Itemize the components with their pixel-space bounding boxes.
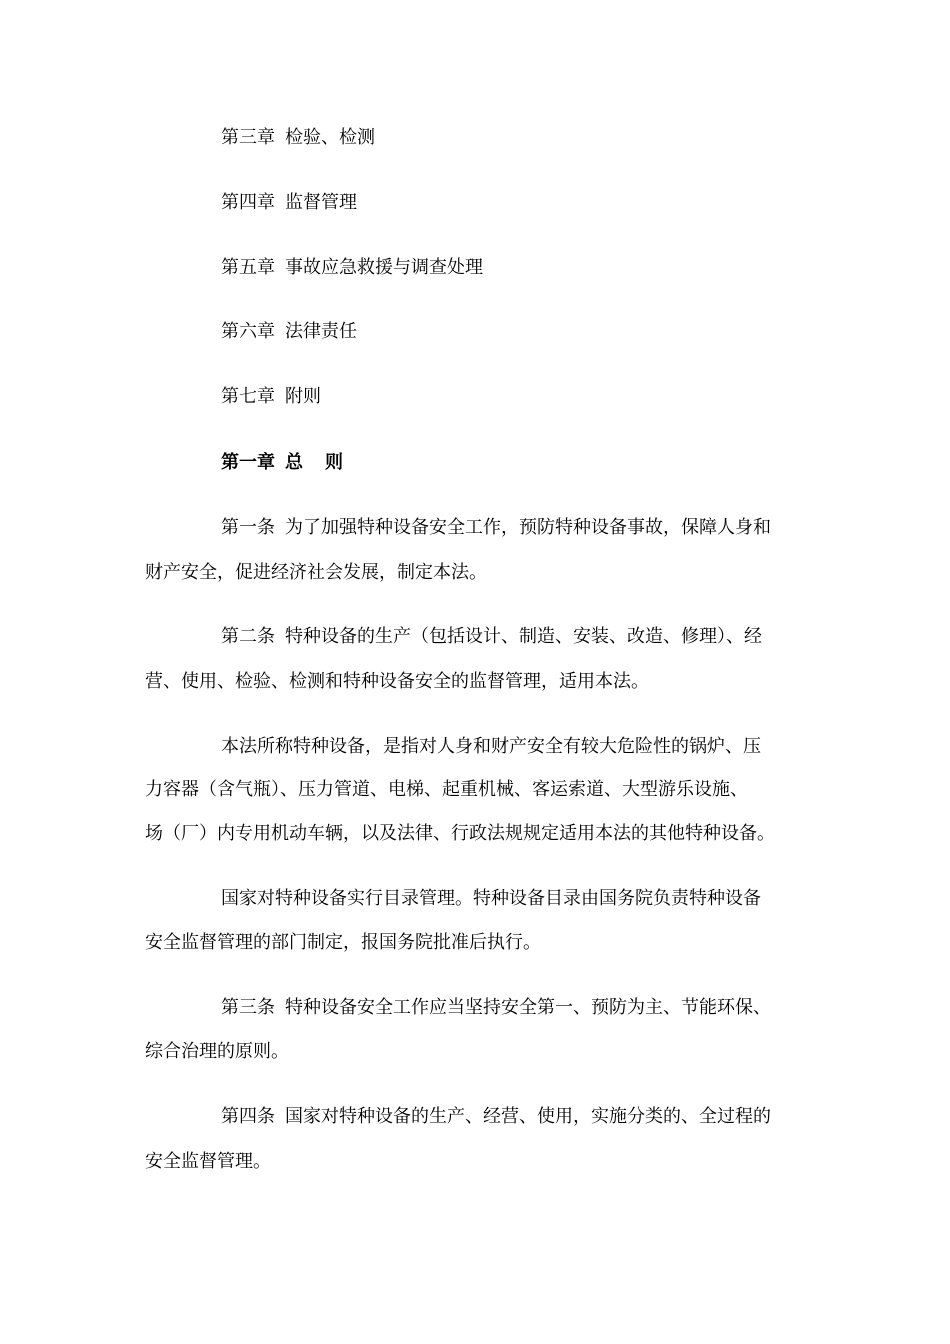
toc-chapter-title: 检验、检测 bbox=[285, 127, 375, 148]
article-4-line-2: 安全监督管理。 bbox=[145, 1151, 271, 1172]
toc-chapter-label: 第七章 bbox=[221, 386, 275, 407]
article-3-line-2: 综合治理的原则。 bbox=[145, 1041, 289, 1062]
toc-chapter-title: 附则 bbox=[285, 386, 321, 407]
article-label: 第一条 bbox=[221, 517, 275, 538]
catalog-paragraph-line-1: 国家对特种设备实行目录管理。特种设备目录由国务院负责特种设备 bbox=[221, 888, 761, 909]
chapter-title-part1: 总 bbox=[285, 452, 303, 473]
toc-chapter-title: 法律责任 bbox=[285, 321, 357, 342]
toc-chapter-label: 第四章 bbox=[221, 192, 275, 213]
article-text: 特种设备安全工作应当坚持安全第一、预防为主、节能环保、 bbox=[285, 997, 771, 1018]
toc-entry-chapter-4 bbox=[221, 191, 357, 215]
definition-paragraph-line-2: 力容器（含气瓶）、压力管道、电梯、起重机械、客运索道、大型游乐设施、 bbox=[145, 779, 748, 800]
toc-chapter-title: 监督管理 bbox=[285, 192, 357, 213]
toc-chapter-title: 事故应急救援与调查处理 bbox=[285, 257, 483, 278]
article-label: 第四条 bbox=[221, 1106, 275, 1127]
article-2-line-1 bbox=[221, 625, 762, 649]
toc-chapter-label: 第六章 bbox=[221, 321, 275, 342]
article-label: 第二条 bbox=[221, 626, 275, 647]
chapter-heading bbox=[221, 451, 343, 475]
article-4-line-1 bbox=[221, 1105, 771, 1129]
toc-entry-chapter-6 bbox=[221, 320, 357, 344]
toc-entry-chapter-7 bbox=[221, 385, 321, 409]
article-1-line-2: 财产安全，促进经济社会发展，制定本法。 bbox=[145, 562, 487, 583]
toc-chapter-label: 第三章 bbox=[221, 127, 275, 148]
article-text: 特种设备的生产（包括设计、制造、安装、改造、修理）、经 bbox=[285, 626, 762, 647]
article-2-line-2: 营、使用、检验、检测和特种设备安全的监督管理，适用本法。 bbox=[145, 671, 649, 692]
article-label: 第三条 bbox=[221, 997, 275, 1018]
article-1-line-1 bbox=[221, 516, 771, 540]
toc-entry-chapter-3 bbox=[221, 126, 375, 150]
toc-chapter-label: 第五章 bbox=[221, 257, 275, 278]
article-text: 为了加强特种设备安全工作，预防特种设备事故，保障人身和 bbox=[285, 517, 771, 538]
chapter-title-part2: 则 bbox=[325, 452, 343, 473]
chapter-label: 第一章 bbox=[221, 452, 275, 473]
article-text: 国家对特种设备的生产、经营、使用，实施分类的、全过程的 bbox=[285, 1106, 771, 1127]
article-3-line-1 bbox=[221, 996, 771, 1020]
toc-entry-chapter-5 bbox=[221, 256, 483, 280]
catalog-paragraph-line-2: 安全监督管理的部门制定，报国务院批准后执行。 bbox=[145, 932, 541, 953]
definition-paragraph-line-3: 场（厂）内专用机动车辆，以及法律、行政法规规定适用本法的其他特种设备。 bbox=[145, 823, 775, 844]
definition-paragraph-line-1: 本法所称特种设备，是指对人身和财产安全有较大危险性的锅炉、压 bbox=[221, 736, 761, 757]
